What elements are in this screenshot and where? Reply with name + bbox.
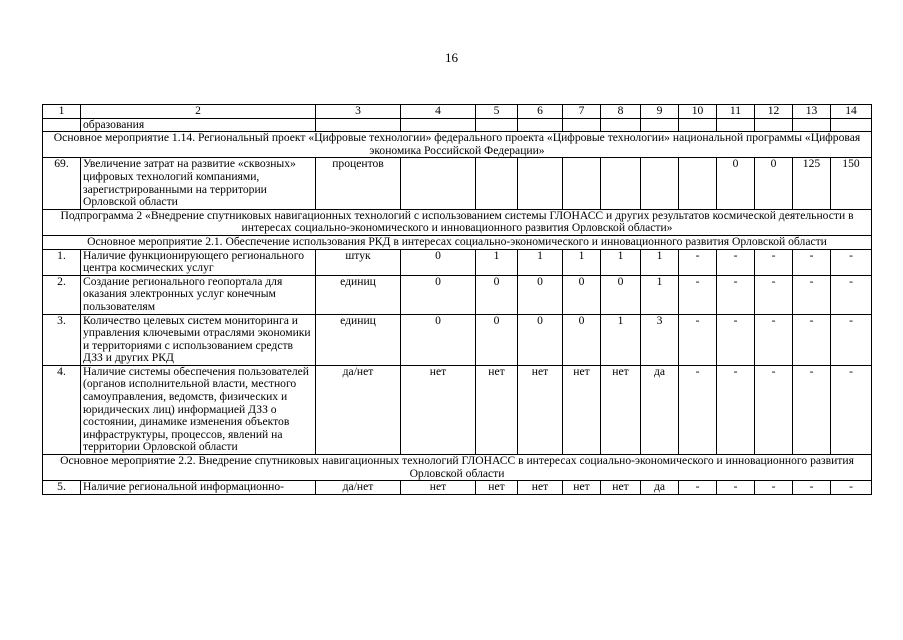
value-cell: 0 — [476, 275, 518, 314]
value-cell — [717, 118, 755, 132]
value-cell — [601, 118, 641, 132]
value-cell — [831, 118, 872, 132]
value-cell: 150 — [831, 158, 872, 209]
section-heading: Основное мероприятие 1.14. Региональный проект «Цифровые технологии» федерального проекта «Цифровые технологии» национальной программы «Цифровая экономика Российской Федерации» — [43, 132, 872, 158]
section-heading: Основное мероприятие 2.2. Внедрение спутниковых навигационных технологий ГЛОНАСС в интересах социально-экономического и инновационного развития Орловской области — [43, 455, 872, 481]
column-number-header: 5 — [476, 105, 518, 119]
value-cell: - — [755, 365, 793, 454]
value-cell: - — [793, 249, 831, 275]
value-cell: нет — [401, 365, 476, 454]
column-number-header: 1 — [43, 105, 81, 119]
value-cell: 0 — [401, 275, 476, 314]
column-number-header: 4 — [401, 105, 476, 119]
value-cell — [641, 118, 679, 132]
value-cell: нет — [401, 481, 476, 495]
value-cell: 0 — [755, 158, 793, 209]
value-cell: 0 — [563, 314, 601, 365]
table-row — [43, 158, 872, 209]
unit-cell: да/нет — [316, 365, 401, 454]
value-cell: 1 — [641, 249, 679, 275]
value-cell: нет — [518, 365, 563, 454]
value-cell: - — [717, 275, 755, 314]
indicator-name-cell: Количество целевых систем мониторинга и управления ключевыми отраслями экономики и территориями с использованием средств ДЗЗ и других РКД — [81, 314, 316, 365]
value-cell: 0 — [717, 158, 755, 209]
value-cell: да — [641, 481, 679, 495]
value-cell: - — [793, 481, 831, 495]
value-cell — [401, 158, 476, 209]
value-cell: - — [793, 314, 831, 365]
table-row — [43, 314, 872, 365]
value-cell — [401, 118, 476, 132]
value-cell: - — [755, 314, 793, 365]
section-heading-row — [43, 132, 872, 158]
value-cell — [601, 158, 641, 209]
value-cell — [476, 118, 518, 132]
value-cell: 0 — [563, 275, 601, 314]
column-number-header: 10 — [679, 105, 717, 119]
indicator-name-cell: Наличие функционирующего регионального центра космических услуг — [81, 249, 316, 275]
unit-cell: да/нет — [316, 481, 401, 495]
value-cell — [563, 158, 601, 209]
value-cell — [679, 158, 717, 209]
table-row — [43, 249, 872, 275]
value-cell: 0 — [476, 314, 518, 365]
value-cell: 1 — [518, 249, 563, 275]
value-cell — [563, 118, 601, 132]
table-row — [43, 365, 872, 454]
table-row — [43, 481, 872, 495]
value-cell: нет — [601, 365, 641, 454]
row-number-cell: 69. — [43, 158, 81, 209]
value-cell: - — [755, 481, 793, 495]
row-number-cell: 4. — [43, 365, 81, 454]
value-cell: - — [831, 481, 872, 495]
value-cell: - — [793, 365, 831, 454]
value-cell: 0 — [401, 249, 476, 275]
value-cell: - — [755, 275, 793, 314]
unit-cell: единиц — [316, 314, 401, 365]
value-cell: - — [793, 275, 831, 314]
value-cell: нет — [563, 481, 601, 495]
row-number-cell: 2. — [43, 275, 81, 314]
section-heading-row — [43, 455, 872, 481]
column-number-header: 9 — [641, 105, 679, 119]
value-cell: - — [831, 275, 872, 314]
value-cell: 3 — [641, 314, 679, 365]
value-cell: - — [717, 481, 755, 495]
table-row — [43, 118, 872, 132]
value-cell: да — [641, 365, 679, 454]
value-cell — [641, 158, 679, 209]
row-number-cell: 3. — [43, 314, 81, 365]
value-cell: 1 — [476, 249, 518, 275]
indicator-name-cell: Наличие региональной информационно- — [81, 481, 316, 495]
value-cell: 1 — [601, 249, 641, 275]
column-number-header: 6 — [518, 105, 563, 119]
value-cell: - — [717, 314, 755, 365]
value-cell: нет — [563, 365, 601, 454]
value-cell: - — [679, 249, 717, 275]
value-cell — [679, 118, 717, 132]
value-cell — [518, 158, 563, 209]
value-cell — [476, 158, 518, 209]
row-number-cell: 1. — [43, 249, 81, 275]
value-cell: 1 — [641, 275, 679, 314]
value-cell — [518, 118, 563, 132]
value-cell: нет — [476, 365, 518, 454]
column-number-header: 13 — [793, 105, 831, 119]
value-cell: нет — [518, 481, 563, 495]
column-number-header: 7 — [563, 105, 601, 119]
section-heading-row — [43, 209, 872, 235]
unit-cell: штук — [316, 249, 401, 275]
value-cell: - — [755, 249, 793, 275]
value-cell: - — [679, 275, 717, 314]
value-cell: - — [679, 481, 717, 495]
indicator-name-cell: Увеличение затрат на развитие «сквозных» цифровых технологий компаниями, зарегистрированными на территории Орловской области — [81, 158, 316, 209]
value-cell: - — [679, 314, 717, 365]
column-number-header: 2 — [81, 105, 316, 119]
section-heading: Подпрограмма 2 «Внедрение спутниковых навигационных технологий с использованием системы ГЛОНАСС и других результатов космической деятельности в интересах социально-экономического и инновационного развития Орловской области» — [43, 209, 872, 235]
unit-cell — [316, 118, 401, 132]
value-cell: - — [717, 249, 755, 275]
column-number-header: 12 — [755, 105, 793, 119]
indicator-name-cell: образования — [81, 118, 316, 132]
value-cell: 0 — [518, 275, 563, 314]
value-cell: 1 — [601, 314, 641, 365]
indicator-name-cell: Наличие системы обеспечения пользователей (органов исполнительной власти, местного самоуправления, ведомств, физических и юридических лиц) информацией ДЗЗ о состоянии, динамике изменения объектов инфраструктуры, процессов, явлений на территории Орловской области — [81, 365, 316, 454]
table-row — [43, 275, 872, 314]
value-cell: 1 — [563, 249, 601, 275]
value-cell: - — [831, 365, 872, 454]
value-cell: - — [831, 314, 872, 365]
section-heading: Основное мероприятие 2.1. Обеспечение использования РКД в интересах социально-экономического и инновационного развития Орловской области — [43, 235, 872, 249]
unit-cell: единиц — [316, 275, 401, 314]
value-cell — [755, 118, 793, 132]
section-heading-row — [43, 235, 872, 249]
table-header-row — [43, 105, 872, 119]
value-cell: нет — [476, 481, 518, 495]
page-number: 16 — [445, 50, 458, 65]
row-number-cell — [43, 118, 81, 132]
value-cell — [793, 118, 831, 132]
value-cell: - — [717, 365, 755, 454]
indicator-name-cell: Создание регионального геопортала для оказания электронных услуг конечным пользователям — [81, 275, 316, 314]
column-number-header: 14 — [831, 105, 872, 119]
value-cell: 125 — [793, 158, 831, 209]
value-cell: - — [831, 249, 872, 275]
value-cell: 0 — [601, 275, 641, 314]
value-cell: 0 — [518, 314, 563, 365]
value-cell: 0 — [401, 314, 476, 365]
unit-cell: процентов — [316, 158, 401, 209]
value-cell: - — [679, 365, 717, 454]
column-number-header: 11 — [717, 105, 755, 119]
column-number-header: 8 — [601, 105, 641, 119]
row-number-cell: 5. — [43, 481, 81, 495]
column-number-header: 3 — [316, 105, 401, 119]
indicators-table — [42, 104, 872, 495]
value-cell: нет — [601, 481, 641, 495]
